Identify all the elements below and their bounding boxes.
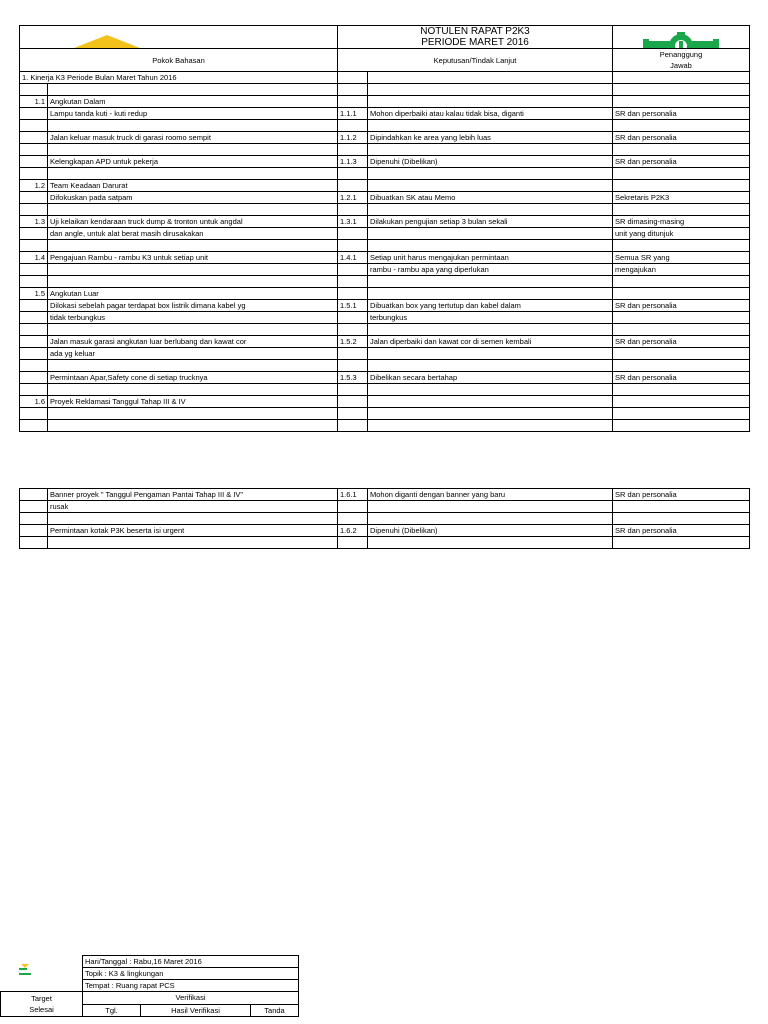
table-row [20,288,750,300]
row-action [368,513,613,525]
row-number: 1.6 [20,396,48,408]
row-topic [48,384,338,396]
row-number [20,144,48,156]
row-action [368,288,613,300]
row-topic: ada yg keluar [48,348,338,360]
row-number [20,420,48,432]
table-row [20,348,750,360]
row-code [338,537,368,549]
row-topic [48,120,338,132]
row-topic: Angkutan Dalam [48,96,338,108]
row-action: Jalan diperbaiki dan kawat cor di semen kembali [368,336,613,348]
row-action [368,501,613,513]
row-pic [613,408,750,420]
signature-table [0,955,299,1017]
table-row [20,501,750,513]
row-code [338,501,368,513]
col-penanggung-jawab [613,49,750,72]
row-pic: SR dan personalia [613,489,750,501]
row-topic: Permintaan kotak P3K beserta isi urgent [48,525,338,537]
row-action [368,228,613,240]
second-table-wrapper [19,488,750,549]
row-topic [48,420,338,432]
col-penanggung-line1: Penanggung [659,50,703,59]
row-topic: Proyek Reklamasi Tanggul Tahap III & IV [48,396,338,408]
row-pic [613,420,750,432]
row-number [20,192,48,204]
row-pic [613,96,750,108]
row-code [338,288,368,300]
row-topic: Dilokasi sebelah pagar terdapat box listrik dimana kabel yg [48,300,338,312]
row-number [20,312,48,324]
row-pic [613,384,750,396]
hari-tanggal: Hari/Tanggal : Rabu,16 Maret 2016 [83,956,299,968]
row-number: 1.2 [20,180,48,192]
row-number [20,228,48,240]
row-code: 1.5.2 [338,336,368,348]
row-topic [48,264,338,276]
row-number [20,132,48,144]
row-pic: SR dan personalia [613,156,750,168]
row-number [20,348,48,360]
row-number [20,276,48,288]
second-table [19,488,750,549]
gear-logo-icon [641,31,721,49]
row-code: 1.4.1 [338,252,368,264]
row-topic: Angkutan Luar [48,288,338,300]
row-number [20,168,48,180]
row-pic [613,120,750,132]
row-code: 1.2.1 [338,192,368,204]
column-header-row [20,49,750,72]
verifikasi-header: Verifikasi [83,992,299,1005]
row-number [20,501,48,513]
main-table [19,25,750,432]
row-action: Dipenuhi (Dibelikan) [368,156,613,168]
row-topic: Difokuskan pada satpam [48,192,338,204]
row-topic [48,276,338,288]
table-row [20,252,750,264]
row-action: Dibuatkan box yang tertutup dan kabel dalam [368,300,613,312]
row-action [368,420,613,432]
tanda-tangan-header: Tanda [251,1004,299,1017]
row-number [20,525,48,537]
row-topic: tidak terbungkus [48,312,338,324]
table-row [20,300,750,312]
row-topic [48,537,338,549]
row-action: Dibuatkan SK atau Memo [368,192,613,204]
row-action: Dipenuhi (Dibelikan) [368,525,613,537]
row-topic: Team Keadaan Darurat [48,180,338,192]
row-code [338,513,368,525]
row-pic [613,204,750,216]
hasil-verifikasi-header: Hasil Verifikasi [141,1004,251,1017]
row-action [368,360,613,372]
row-topic: Lampu tanda kuti - kuti redup [48,108,338,120]
row-pic: Semua SR yang [613,252,750,264]
signature-block [0,955,299,1017]
row-code: 1.1.3 [338,156,368,168]
row-pic [613,312,750,324]
row-topic: Jalan keluar masuk truck di garasi roomo sempit [48,132,338,144]
row-code: 1.5.1 [338,300,368,312]
row-code [338,324,368,336]
row-pic [613,501,750,513]
row-number: 1.5 [20,288,48,300]
row-pic [613,180,750,192]
row-pic: unit yang ditunjuk [613,228,750,240]
row-topic: rusak [48,501,338,513]
table-row [20,228,750,240]
row-pic: Sekretaris P2K3 [613,192,750,204]
table-row [20,537,750,549]
row-number [20,120,48,132]
document-title [338,26,613,49]
table-row [20,108,750,120]
row-code [338,360,368,372]
table-row [20,489,750,501]
row-code: 1.5.3 [338,372,368,384]
table-row [20,264,750,276]
row-number: 1.1 [20,96,48,108]
row-code [338,96,368,108]
row-number [20,513,48,525]
row-topic [48,144,338,156]
row-action [368,120,613,132]
row-action [368,168,613,180]
title-line-2: PERIODE MARET 2016 [421,37,529,48]
table-body [20,96,750,432]
row-topic [48,204,338,216]
row-action [368,384,613,396]
target-selesai: Target Selesai [1,992,83,1017]
row-code [338,120,368,132]
row-pic: SR dimasing-masing [613,216,750,228]
row-pic [613,396,750,408]
row-number [20,300,48,312]
row-code [338,276,368,288]
row-topic: Jalan masuk garasi angkutan luar berlubang dan kawat cor [48,336,338,348]
row-code: 1.6.1 [338,489,368,501]
row-pic: SR dan personalia [613,108,750,120]
logo-cell [20,26,338,59]
table-row [20,144,750,156]
table-row [20,156,750,168]
row-number [20,384,48,396]
row-code: 1.1.1 [338,108,368,120]
signature-logo-cell [1,956,83,992]
row-pic: SR dan personalia [613,525,750,537]
row-number [20,360,48,372]
row-number [20,372,48,384]
table-row [20,360,750,372]
table-row [20,180,750,192]
row-number [20,108,48,120]
row-action: Mohon diganti dengan banner yang baru [368,489,613,501]
row-code [338,384,368,396]
row-pic [613,276,750,288]
row-topic: Pengajuan Rambu - rambu K3 untuk setiap unit [48,252,338,264]
row-number [20,156,48,168]
row-topic: Banner proyek " Tanggul Pengaman Pantai Tahap III & IV" [48,489,338,501]
svg-text:PCS: PCS [96,48,118,59]
row-number [20,264,48,276]
row-code [338,204,368,216]
row-pic [613,360,750,372]
row-action [368,204,613,216]
row-code [338,240,368,252]
row-action [368,324,613,336]
row-pic: SR dan personalia [613,372,750,384]
table-row [20,408,750,420]
col-penanggung-line2: Jawab [670,61,692,70]
table-row [20,312,750,324]
row-pic [613,348,750,360]
table-row [20,204,750,216]
row-code: 1.1.2 [338,132,368,144]
row-code [338,228,368,240]
table-row [20,420,750,432]
row-number [20,324,48,336]
row-action: Mohon diperbaiki atau kalau tidak bisa, diganti [368,108,613,120]
row-topic [48,513,338,525]
row-action [368,96,613,108]
row-code [338,180,368,192]
table-row [20,336,750,348]
row-topic [48,360,338,372]
logo-right-cell [613,26,750,49]
row-code [338,420,368,432]
row-action [368,348,613,360]
row-action [368,408,613,420]
row-code: 1.3.1 [338,216,368,228]
row-code [338,264,368,276]
section-row [20,72,750,84]
row-topic [48,408,338,420]
row-action [368,240,613,252]
row-topic [48,324,338,336]
row-topic: Uji kelaikan kendaraan truck dump & tronton untuk angdal [48,216,338,228]
row-pic [613,240,750,252]
row-action [368,537,613,549]
row-number: 1.4 [20,252,48,264]
row-action [368,276,613,288]
table-row [20,372,750,384]
row-number: 1.3 [20,216,48,228]
row-pic [613,513,750,525]
row-pic [613,168,750,180]
table-row [20,168,750,180]
row-number [20,240,48,252]
row-topic: dan angle, untuk alat berat masih dirusakakan [48,228,338,240]
row-code [338,348,368,360]
row-action [368,144,613,156]
row-action: Setiap unit harus mengajukan permintaan [368,252,613,264]
notulen-sheet [19,25,749,432]
table-row [20,384,750,396]
title-line-1: NOTULEN RAPAT P2K3 [420,26,530,37]
header-row [20,26,750,49]
table-row [20,216,750,228]
table-row [20,240,750,252]
table-row [20,513,750,525]
table-row [20,132,750,144]
row-action: Dipindahkan ke area yang lebih luas [368,132,613,144]
row-topic: Permintaan Apar,Safety cone di setiap trucknya [48,372,338,384]
tgl-header: Tgl. [83,1004,141,1017]
row-code: 1.6.2 [338,525,368,537]
row-number [20,336,48,348]
row-action [368,180,613,192]
row-pic [613,537,750,549]
table-row [20,525,750,537]
col-pokok-bahasan: Pokok Bahasan [20,49,338,72]
table-row [20,324,750,336]
row-code [338,396,368,408]
col-keputusan: Keputusan/Tindak Lanjut [338,49,613,72]
topik: Topik : K3 & lingkungan [83,968,299,980]
row-pic [613,288,750,300]
row-number [20,408,48,420]
row-action: Dilakukan pengujian setiap 3 bulan sekali [368,216,613,228]
table-row [20,120,750,132]
pcs-small-logo-icon [19,964,39,980]
row-action: Dibelikan secara bertahap [368,372,613,384]
row-code [338,168,368,180]
section-title: 1. Kinerja K3 Periode Bulan Maret Tahun 2016 [20,72,338,84]
table-row [20,96,750,108]
row-number [20,489,48,501]
row-pic: SR dan personalia [613,132,750,144]
row-action [368,396,613,408]
row-code [338,312,368,324]
row-pic: SR dan personalia [613,300,750,312]
row-topic [48,240,338,252]
row-pic: SR dan personalia [613,336,750,348]
row-code [338,144,368,156]
table-row [20,192,750,204]
row-pic [613,144,750,156]
row-action: terbungkus [368,312,613,324]
pcs-logo-icon [62,34,152,59]
row-pic [613,324,750,336]
row-number [20,537,48,549]
table-row [20,396,750,408]
row-number [20,204,48,216]
tempat: Tempat : Ruang rapat PCS [83,980,299,992]
row-action: rambu - rambu apa yang diperlukan [368,264,613,276]
table-row [20,276,750,288]
row-pic: mengajukan [613,264,750,276]
row-topic [48,168,338,180]
row-code [338,408,368,420]
row-topic: Kelengkapan APD untuk pekerja [48,156,338,168]
